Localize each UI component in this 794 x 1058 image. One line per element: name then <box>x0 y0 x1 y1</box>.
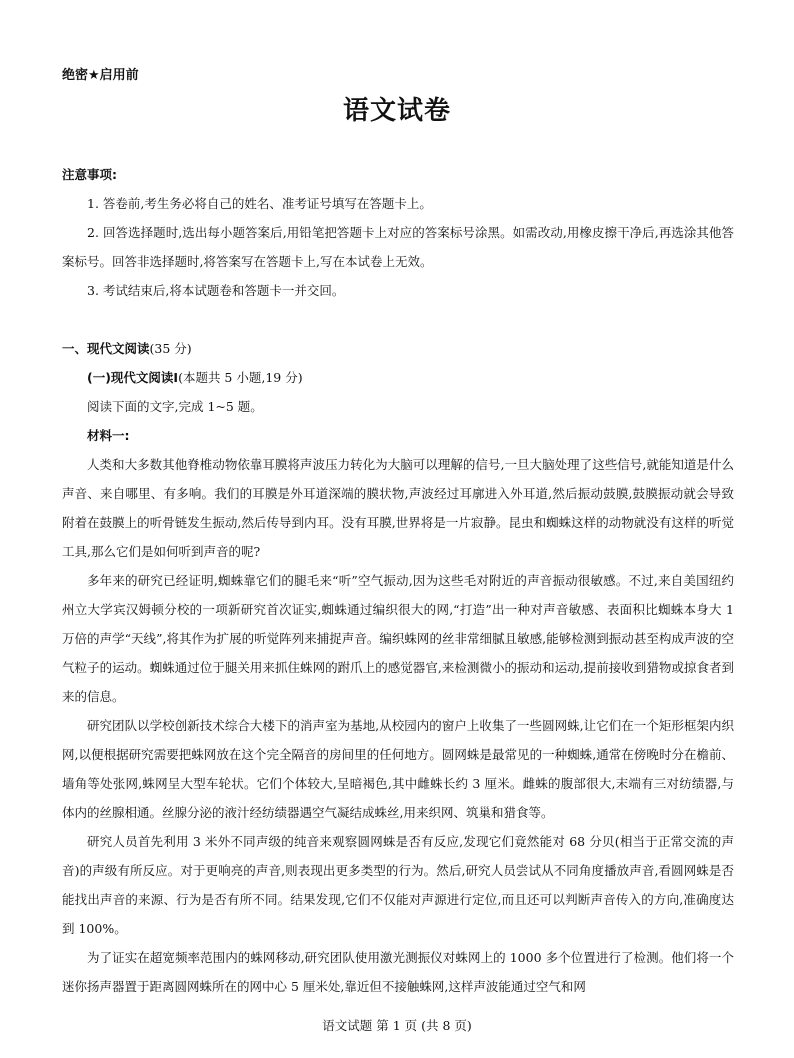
subsection-title: (一)现代文阅读Ⅰ <box>87 370 179 385</box>
material-label: 材料一: <box>87 428 130 443</box>
notice-heading: 注意事项: <box>62 167 117 182</box>
section-title: 一、现代文阅读 <box>62 341 150 356</box>
notice-item: 3. 考试结束后,将本试题卷和答题卡一并交回。 <box>87 283 345 298</box>
passage-paragraph: 人类和大多数其他脊椎动物依靠耳膜将声波压力转化为大脑可以理解的信号,一旦大脑处理了这些信号,就能知道是什么声音、来自哪里、有多响。我们的耳膜是外耳道深端的膜状物,声波经过耳廓进入外耳道,然后振动鼓膜,鼓膜振动就会导致附着在鼓膜上的听骨链发生振动,然后传导到内耳。没有耳膜,世界将是一片寂静。昆虫和蜘蛛这样的动物就没有这样的听觉工具,那么它们是如何听到声音的呢? <box>62 457 734 559</box>
passage-paragraph: 多年来的研究已经证明,蜘蛛靠它们的腿毛来“听”空气振动,因为这些毛对附近的声音振动很敏感。不过,来自美国纽约州立大学宾汉姆顿分校的一项新研究首次证实,蜘蛛通过编织很大的网,“打造”出一种对声音敏感、表面积比蜘蛛本身大 1 万倍的声学“天线”,将其作为扩展的听觉阵列来捕捉声音。编织蛛网的丝非常细腻且敏感,能够检测到振动甚至构成声波的空气粒子的运动。蜘蛛通过位于腿关用来抓住蛛网的跗爪上的感觉器官,来检测微小的振动和运动,提前接收到猎物或掠食者到来的信息。 <box>62 573 735 704</box>
page-footer: 语文试题 第 1 页 (共 8 页) <box>322 1018 472 1033</box>
section-heading <box>62 334 734 363</box>
passage-paragraph: 研究团队以学校创新技术综合大楼下的消声室为基地,从校园内的窗户上收集了一些圆网蛛,让它们在一个矩形框架内织网,以便根据研究需要把蛛网放在这个完全隔音的房间里的任何地方。圆网蛛是最常见的一种蜘蛛,通常在傍晚时分在檐前、墙角等处张网,蛛网呈大型车轮状。它们个体较大,呈暗褐色,其中雌蛛长约 3 厘米。雌蛛的腹部很大,末端有三对纺绩器,与体内的丝腺相通。丝腺分泌的液汁经纺绩器遇空气凝结成蛛丝,用来织网、筑巢和猎食等。 <box>62 718 734 820</box>
page-title: 语文试卷 <box>342 96 451 126</box>
subsection-heading <box>62 363 734 392</box>
subsection-note: (本题共 5 小题,19 分) <box>178 370 303 385</box>
notice-item: 2. 回答选择题时,选出每小题答案后,用铅笔把答题卡上对应的答案标号涂黑。如需改动,用橡皮擦干净后,再选涂其他答案标号。回答非选择题时,将答案写在答题卡上,写在本试卷上无效。 <box>62 225 734 269</box>
notice-item: 1. 答卷前,考生务必将自己的姓名、准考证号填写在答题卡上。 <box>87 196 432 211</box>
instruction-text: 阅读下面的文字,完成 1~5 题。 <box>87 399 263 414</box>
passage-paragraph: 研究人员首先利用 3 米外不同声级的纯音来观察圆网蛛是否有反应,发现它们竟然能对 68 分贝(相当于正常交流的声音)的声级有所反应。对于更响亮的声音,则表现出更多类型的行为。然后,研究人员尝试从不同角度播放声音,看圆网蛛是否能找出声音的来源、行为是否有所不同。结果发现,它们不仅能对声源进行定位,而且还可以判断声音传入的方向,准确度达到 100%。 <box>62 834 734 936</box>
exam-body <box>62 160 734 1001</box>
section-score: (35 分) <box>149 341 192 356</box>
passage-paragraph: 为了证实在超宽频率范围内的蛛网移动,研究团队使用激光测振仪对蛛网上的 1000 多个位置进行了检测。他们将一个迷你扬声器置于距离圆网蛛所在的网中心 5 厘米处,靠近但不接触蛛网,这样声波能通过空气和网 <box>62 950 734 994</box>
secret-mark: 绝密★启用前 <box>62 68 139 83</box>
